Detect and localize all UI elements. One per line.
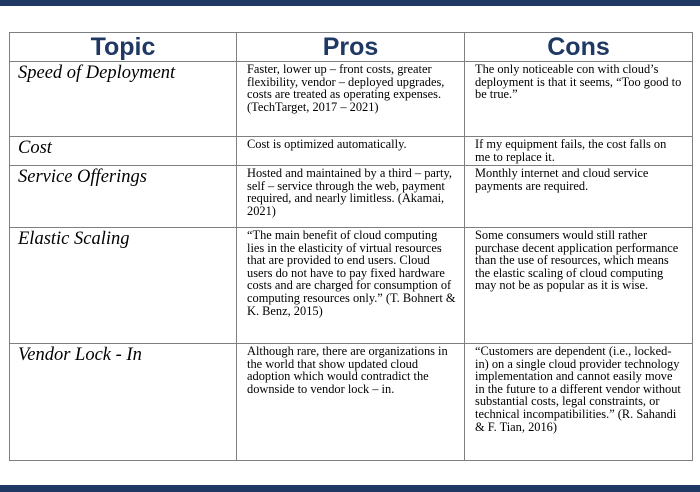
row-cons: “Customers are dependent (i.e., locked-in) on a single cloud provider technology implementation and cannot easily move in the future to a different vendor without substantial costs, legal constraints, or technical incompatibilities.” (R. Sahandi & F. Tian, 2016) [465,344,693,461]
row-topic: Speed of Deployment [10,62,237,137]
row-cons: The only noticeable con with cloud’s deployment is that it seems, “Too good to be true.” [465,62,693,137]
pros-cons-table [9,32,693,461]
row-topic: Vendor Lock - In [10,344,237,461]
table-row [10,228,693,344]
bottom-accent-bar [0,485,700,492]
row-pros: Faster, lower up – front costs, greater flexibility, vendor – deployed upgrades, costs are treated as operating expenses. (TechTarget, 2017 – 2021) [237,62,465,137]
table-row [10,62,693,137]
header-topic: Topic [10,33,237,62]
row-topic: Elastic Scaling [10,228,237,344]
header-row [10,33,693,62]
row-cons: If my equipment fails, the cost falls on me to replace it. [465,137,693,166]
row-cons: Some consumers would still rather purchase decent application performance than the use of resources, which means the elastic scaling of cloud computing may not be as popular as it is wise. [465,228,693,344]
row-pros: Cost is optimized automatically. [237,137,465,166]
row-cons: Monthly internet and cloud service payments are required. [465,166,693,228]
row-topic: Service Offerings [10,166,237,228]
top-accent-bar [0,0,700,6]
row-pros: Hosted and maintained by a third – party, self – service through the web, payment required, and nearly limitless. (Akamai, 2021) [237,166,465,228]
header-cons: Cons [465,33,693,62]
row-pros: “The main benefit of cloud computing lies in the elasticity of virtual resources that are provided to end users. Cloud users do not have to pay fixed hardware costs and are charged for consumption of computing resources only.” (T. Bohnert & K. Benz, 2015) [237,228,465,344]
row-pros: Although rare, there are organizations in the world that show updated cloud adoption which would contradict the downside to vendor lock – in. [237,344,465,461]
table-row [10,166,693,228]
header-pros: Pros [237,33,465,62]
table-row [10,137,693,166]
row-topic: Cost [10,137,237,166]
table-row [10,344,693,461]
